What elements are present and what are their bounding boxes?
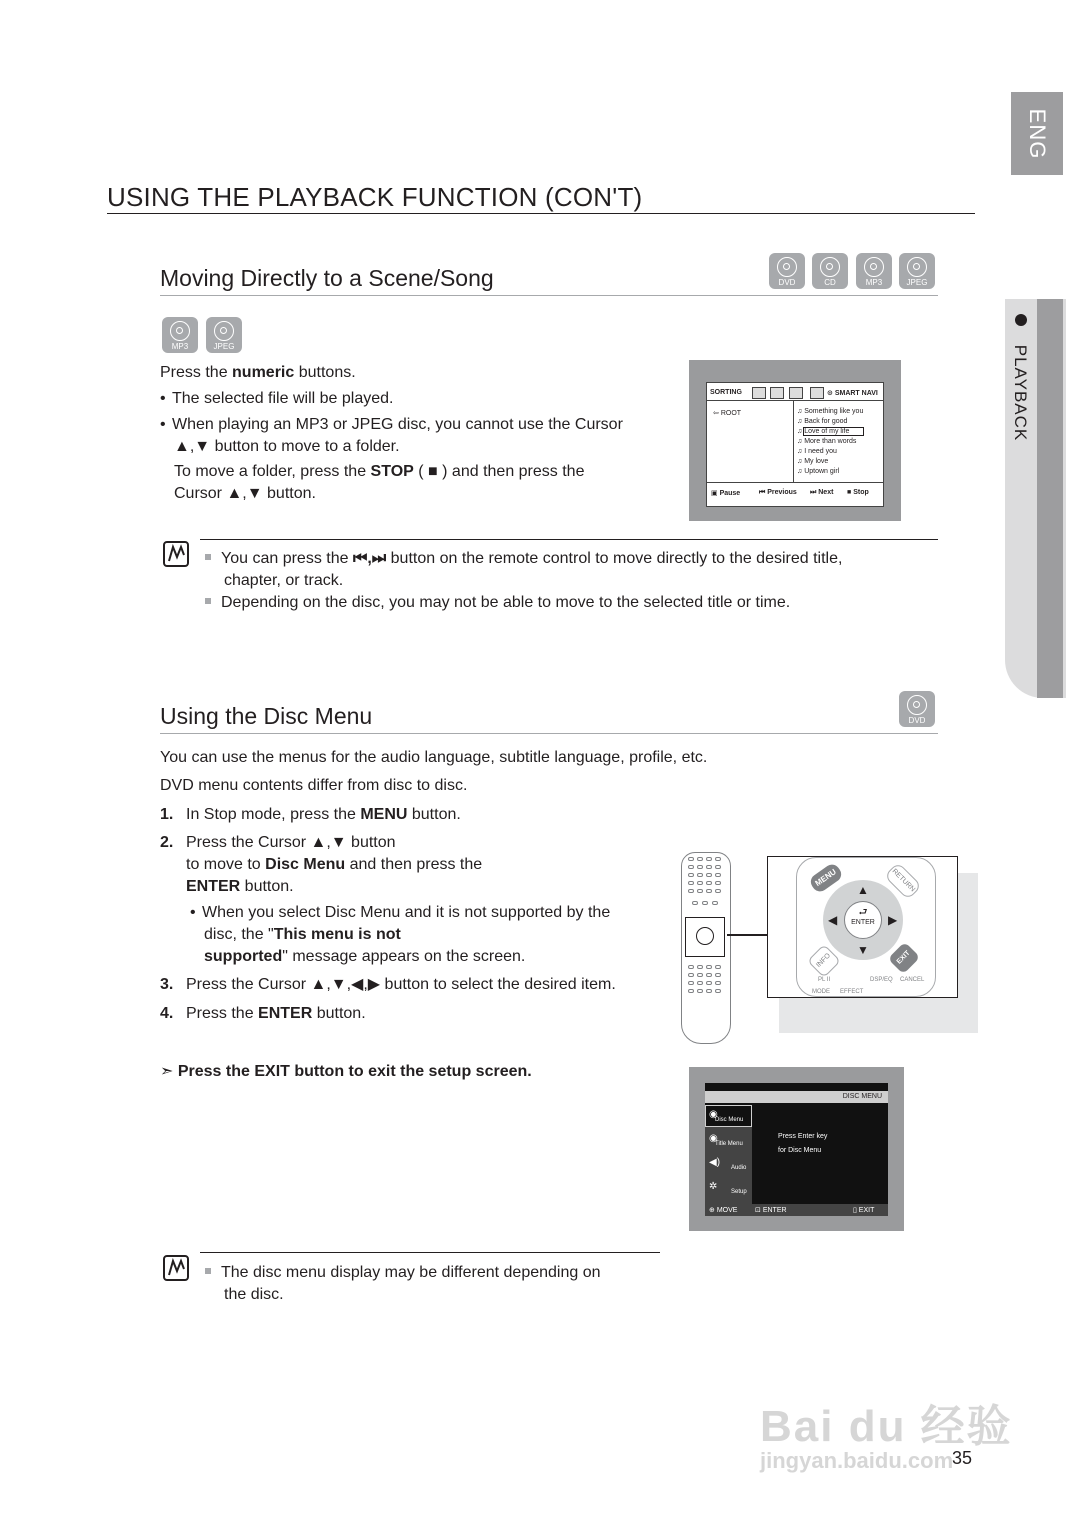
section1-text: Press the numeric buttons. • The selected file will be played. • When playing an MP3 or JPEG disc, you cannot use the Cursor ▲,▼ button to move to a folder. To move a folder, press the STOP ( ■ ) and then press the Cursor ▲,▼ button. [160, 364, 623, 502]
bullet-dot-icon [1015, 314, 1027, 326]
remote-control [681, 852, 731, 1044]
step-1: 1. In Stop mode, press the MENU button. [160, 806, 461, 823]
remote-zoom-panel: MENU RETURN ▲ ▼ ◀ ▶ ⮐ ENTER INFO EXIT PL II DSP/EQ CANCEL MODE EFFECT [767, 856, 958, 998]
section1-notes: You can press the ⏮,⏭ button on the remote control to move directly to the desired title, chapter, or track. Depending on the disc, you may not be able to move to the selected title or time. [205, 548, 945, 614]
section2-intro: You can use the menus for the audio language, subtitle language, profile, etc. DVD menu contents differ from disc to disc. [160, 749, 708, 794]
enter-button: ⮐ ENTER [844, 901, 882, 939]
note-icon [163, 541, 189, 567]
photo-icon [770, 387, 784, 399]
section2-title: Using the Disc Menu [160, 703, 373, 729]
jpeg-disc-icon: JPEG [206, 317, 242, 353]
gear-icon: ✲ [709, 1181, 718, 1192]
cursor-down-icon: ▼ [857, 943, 869, 957]
cd-disc-icon: CD [812, 253, 848, 289]
step-2: 2. Press the Cursor ▲,▼ button [160, 834, 396, 851]
arrow-icon: ➣ [160, 1063, 174, 1080]
cursor-right-icon: ▶ [888, 913, 898, 927]
mp3-disc-icon: MP3 [856, 253, 892, 289]
watermark-url: jingyan.baidu.com [760, 1448, 954, 1473]
exit-button: EXIT [888, 942, 921, 975]
page-title: USING THE PLAYBACK FUNCTION (CON'T) [107, 182, 643, 212]
cursor-up-icon: ▲ [857, 883, 869, 897]
section1-title: Moving Directly to a Scene/Song [160, 265, 494, 291]
watermark-brand: Bai du 经验 [760, 1402, 1013, 1451]
section2-note: The disc menu display may be different depending on the disc. [205, 1262, 665, 1306]
section1-rule [160, 295, 938, 296]
jpeg-disc-icon: JPEG [899, 253, 935, 289]
exit-tip: ➣ Press the EXIT button to exit the setup screen. [160, 1063, 532, 1080]
section2-rule [160, 733, 938, 734]
zoom-connector [727, 934, 767, 936]
disc-menu-screen: DISC MENU Disc Menu Title Menu Audio Setup ◉ ◉ ◀) ✲ Press Enter key for Disc Menu ⊕ MOVE ⊡ ENTER ▯ EXIT [689, 1067, 904, 1231]
note-rule [200, 1252, 660, 1253]
language-tab [1011, 92, 1063, 175]
sorting-screen: SORTING ⊙ SMART NAVI ⇦ ROOT ♫ Something like you ♫ Back for good ♫ Love of my life ♫ More than words ♫ I need you ♫ My love ♫ Uptown girl ▣ Pause ⏮ Previous ⏭ Next ■ Stop [689, 360, 901, 521]
speaker-icon: ◀) [709, 1157, 721, 1168]
cursor-left-icon: ◀ [828, 913, 838, 927]
section-tab-label: PLAYBACK [1011, 344, 1030, 442]
section-tab [1005, 299, 1066, 698]
dvd-disc-icon: DVD [899, 691, 935, 727]
disc-icon: ◉ [709, 1109, 718, 1120]
page-number: 35 [952, 1448, 973, 1468]
section2-steps: 1. In Stop mode, press the MENU button. 2. Press the Cursor ▲,▼ button to move to Disc Menu and then press the ENTER button. • When you select Disc Menu and it is not supported by the disc, the "This menu is not supported" message appears on the screen. 3. Press the Cursor ▲,▼,◀,▶ button to select the desired item. 4. Press the ENTER button. [160, 804, 670, 1025]
dvd-disc-icon: DVD [769, 253, 805, 289]
return-button: RETURN [884, 862, 922, 900]
note-icon [163, 1255, 189, 1281]
step-4: 4. Press the ENTER button. [160, 1005, 366, 1022]
note-rule [200, 539, 938, 540]
movie-icon [789, 387, 803, 399]
language-tab-label: ENG [1025, 108, 1050, 159]
mp3-disc-icon: MP3 [162, 317, 198, 353]
info-button: INFO [807, 944, 841, 978]
music-icon [752, 387, 766, 399]
step-3: 3. Press the Cursor ▲,▼,◀,▶ button to select the desired item. [160, 976, 616, 993]
menu-button: MENU [808, 861, 845, 894]
title-rule [107, 213, 975, 214]
title-icon: ◉ [709, 1133, 718, 1144]
all-icon [810, 387, 824, 399]
